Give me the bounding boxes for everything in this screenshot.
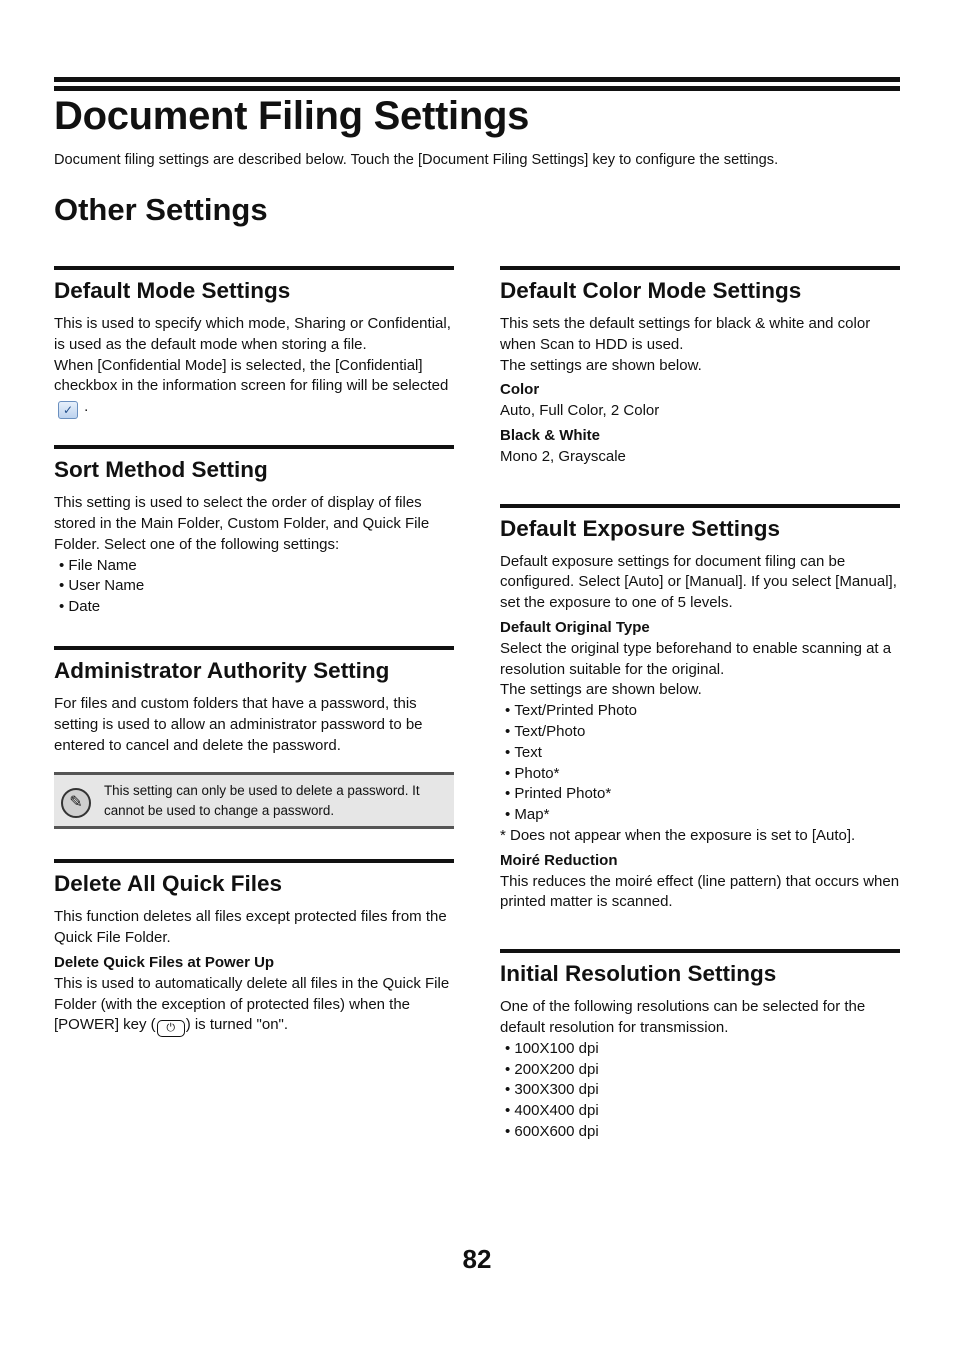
sort-method-heading: Sort Method Setting: [54, 457, 268, 483]
delete-quick-text-2b: ) is turned "on".: [185, 1016, 289, 1034]
default-exposure-heading: Default Exposure Settings: [500, 515, 781, 541]
default-color-heading: Default Color Mode Settings: [500, 278, 802, 303]
initial-resolution-section: [500, 949, 900, 1143]
list-item: • Map*: [500, 805, 900, 826]
default-color-text-2: The settings are shown below.: [500, 356, 702, 374]
exposure-footnote: * Does not appear when the exposure is set to [Auto].: [500, 826, 856, 844]
right-column: [500, 266, 900, 1143]
original-type-text: Select the original type beforehand to enable scanning at a resolution suitable for the original.: [500, 639, 892, 678]
list-item: • Photo*: [500, 764, 900, 785]
original-type-list: [500, 701, 900, 826]
admin-authority-heading: Administrator Authority Setting: [54, 657, 390, 683]
default-color-section: [500, 266, 900, 468]
list-item: • Text/Photo: [500, 722, 900, 743]
resolution-list: [500, 1039, 900, 1143]
initial-resolution-text: One of the following resolutions can be selected for the default resolution for transmission.: [500, 998, 866, 1036]
note-text: This setting can only be used to delete a password. It cannot be used to change a password.: [104, 783, 420, 818]
page-intro: Document filing settings are described below. Touch the [Document Filing Settings] key to configure the settings.: [54, 152, 779, 168]
page-title: Document Filing Settings: [54, 94, 530, 138]
admin-authority-section: [54, 646, 454, 829]
delete-quick-text-2a: This is used to automatically delete all files in the Quick File Folder (with the exception of protected files) when the [POWER] key (: [54, 974, 450, 1034]
list-item: • Printed Photo*: [500, 784, 900, 805]
page-number: 82: [462, 1244, 492, 1274]
default-mode-text-1: This is used to specify which mode, Sharing or Confidential, is used as the default mode when storing a file.: [54, 315, 451, 353]
moire-subheading: Moiré Reduction: [500, 851, 618, 869]
power-key-icon: ⏻: [157, 1020, 185, 1037]
delete-quick-section: [54, 859, 454, 1037]
sort-method-list: [54, 556, 454, 618]
color-value: Auto, Full Color, 2 Color: [500, 402, 660, 420]
bw-value: Mono 2, Grayscale: [500, 447, 626, 465]
admin-authority-text: For files and custom folders that have a password, this setting is used to allow an administrator password to be entered to cancel and delete the password.: [54, 694, 423, 754]
list-item: • 200X200 dpi: [500, 1060, 900, 1081]
list-item: • Text: [500, 743, 900, 764]
sort-method-text: This setting is used to select the order of display of files stored in the Main Folder, Custom Folder, and Quick File Folder. Select one of the following settings:: [54, 494, 430, 553]
default-mode-text-2b: .: [84, 398, 89, 416]
default-mode-text-2a: When [Confidential Mode] is selected, the [Confidential] checkbox in the information screen for filing will be selected: [54, 356, 449, 395]
list-item: • 100X100 dpi: [500, 1039, 900, 1060]
default-mode-section: [54, 266, 454, 419]
list-item: • 400X400 dpi: [500, 1101, 900, 1122]
list-item: • File Name: [54, 556, 454, 577]
list-item: • User Name: [54, 576, 454, 597]
delete-quick-subheading: Delete Quick Files at Power Up: [54, 953, 275, 971]
bw-label: Black & White: [500, 426, 601, 444]
default-mode-text-2: [54, 356, 454, 420]
initial-resolution-heading: Initial Resolution Settings: [500, 961, 777, 987]
pencil-note-icon: ✎: [61, 788, 91, 818]
original-type-text-2: The settings are shown below.: [500, 681, 702, 699]
moire-text: This reduces the moiré effect (line pattern) that occurs when printed matter is scanned.: [500, 872, 900, 911]
note-box: [54, 772, 454, 829]
list-item: • Date: [54, 597, 454, 618]
header-rule-bottom: [54, 86, 900, 91]
default-mode-heading: Default Mode Settings: [54, 278, 291, 303]
delete-quick-text-2: [54, 974, 454, 1038]
original-type-subheading: Default Original Type: [500, 618, 650, 636]
sort-method-section: [54, 445, 454, 618]
list-item: • 300X300 dpi: [500, 1080, 900, 1101]
default-exposure-text-1: Default exposure settings for document filing can be configured. Select [Auto] or [Manual]. If you select [Manual], set the exposure to one of 5 levels.: [500, 552, 897, 612]
list-item: • 600X600 dpi: [500, 1122, 900, 1143]
list-item: • Text/Printed Photo: [500, 701, 900, 722]
default-exposure-section: [500, 504, 900, 914]
default-color-text-1: This sets the default settings for black & white and color when Scan to HDD is used.: [500, 315, 871, 353]
header-rule-top: [54, 77, 900, 82]
section-title-other-settings: Other Settings: [54, 192, 268, 227]
left-column: [54, 266, 454, 1037]
checkbox-checked-icon: ✓: [58, 401, 78, 419]
delete-quick-text-1: This function deletes all files except protected files from the Quick File Folder.: [54, 908, 447, 947]
color-label: Color: [500, 381, 540, 399]
delete-quick-heading: Delete All Quick Files: [54, 871, 282, 897]
